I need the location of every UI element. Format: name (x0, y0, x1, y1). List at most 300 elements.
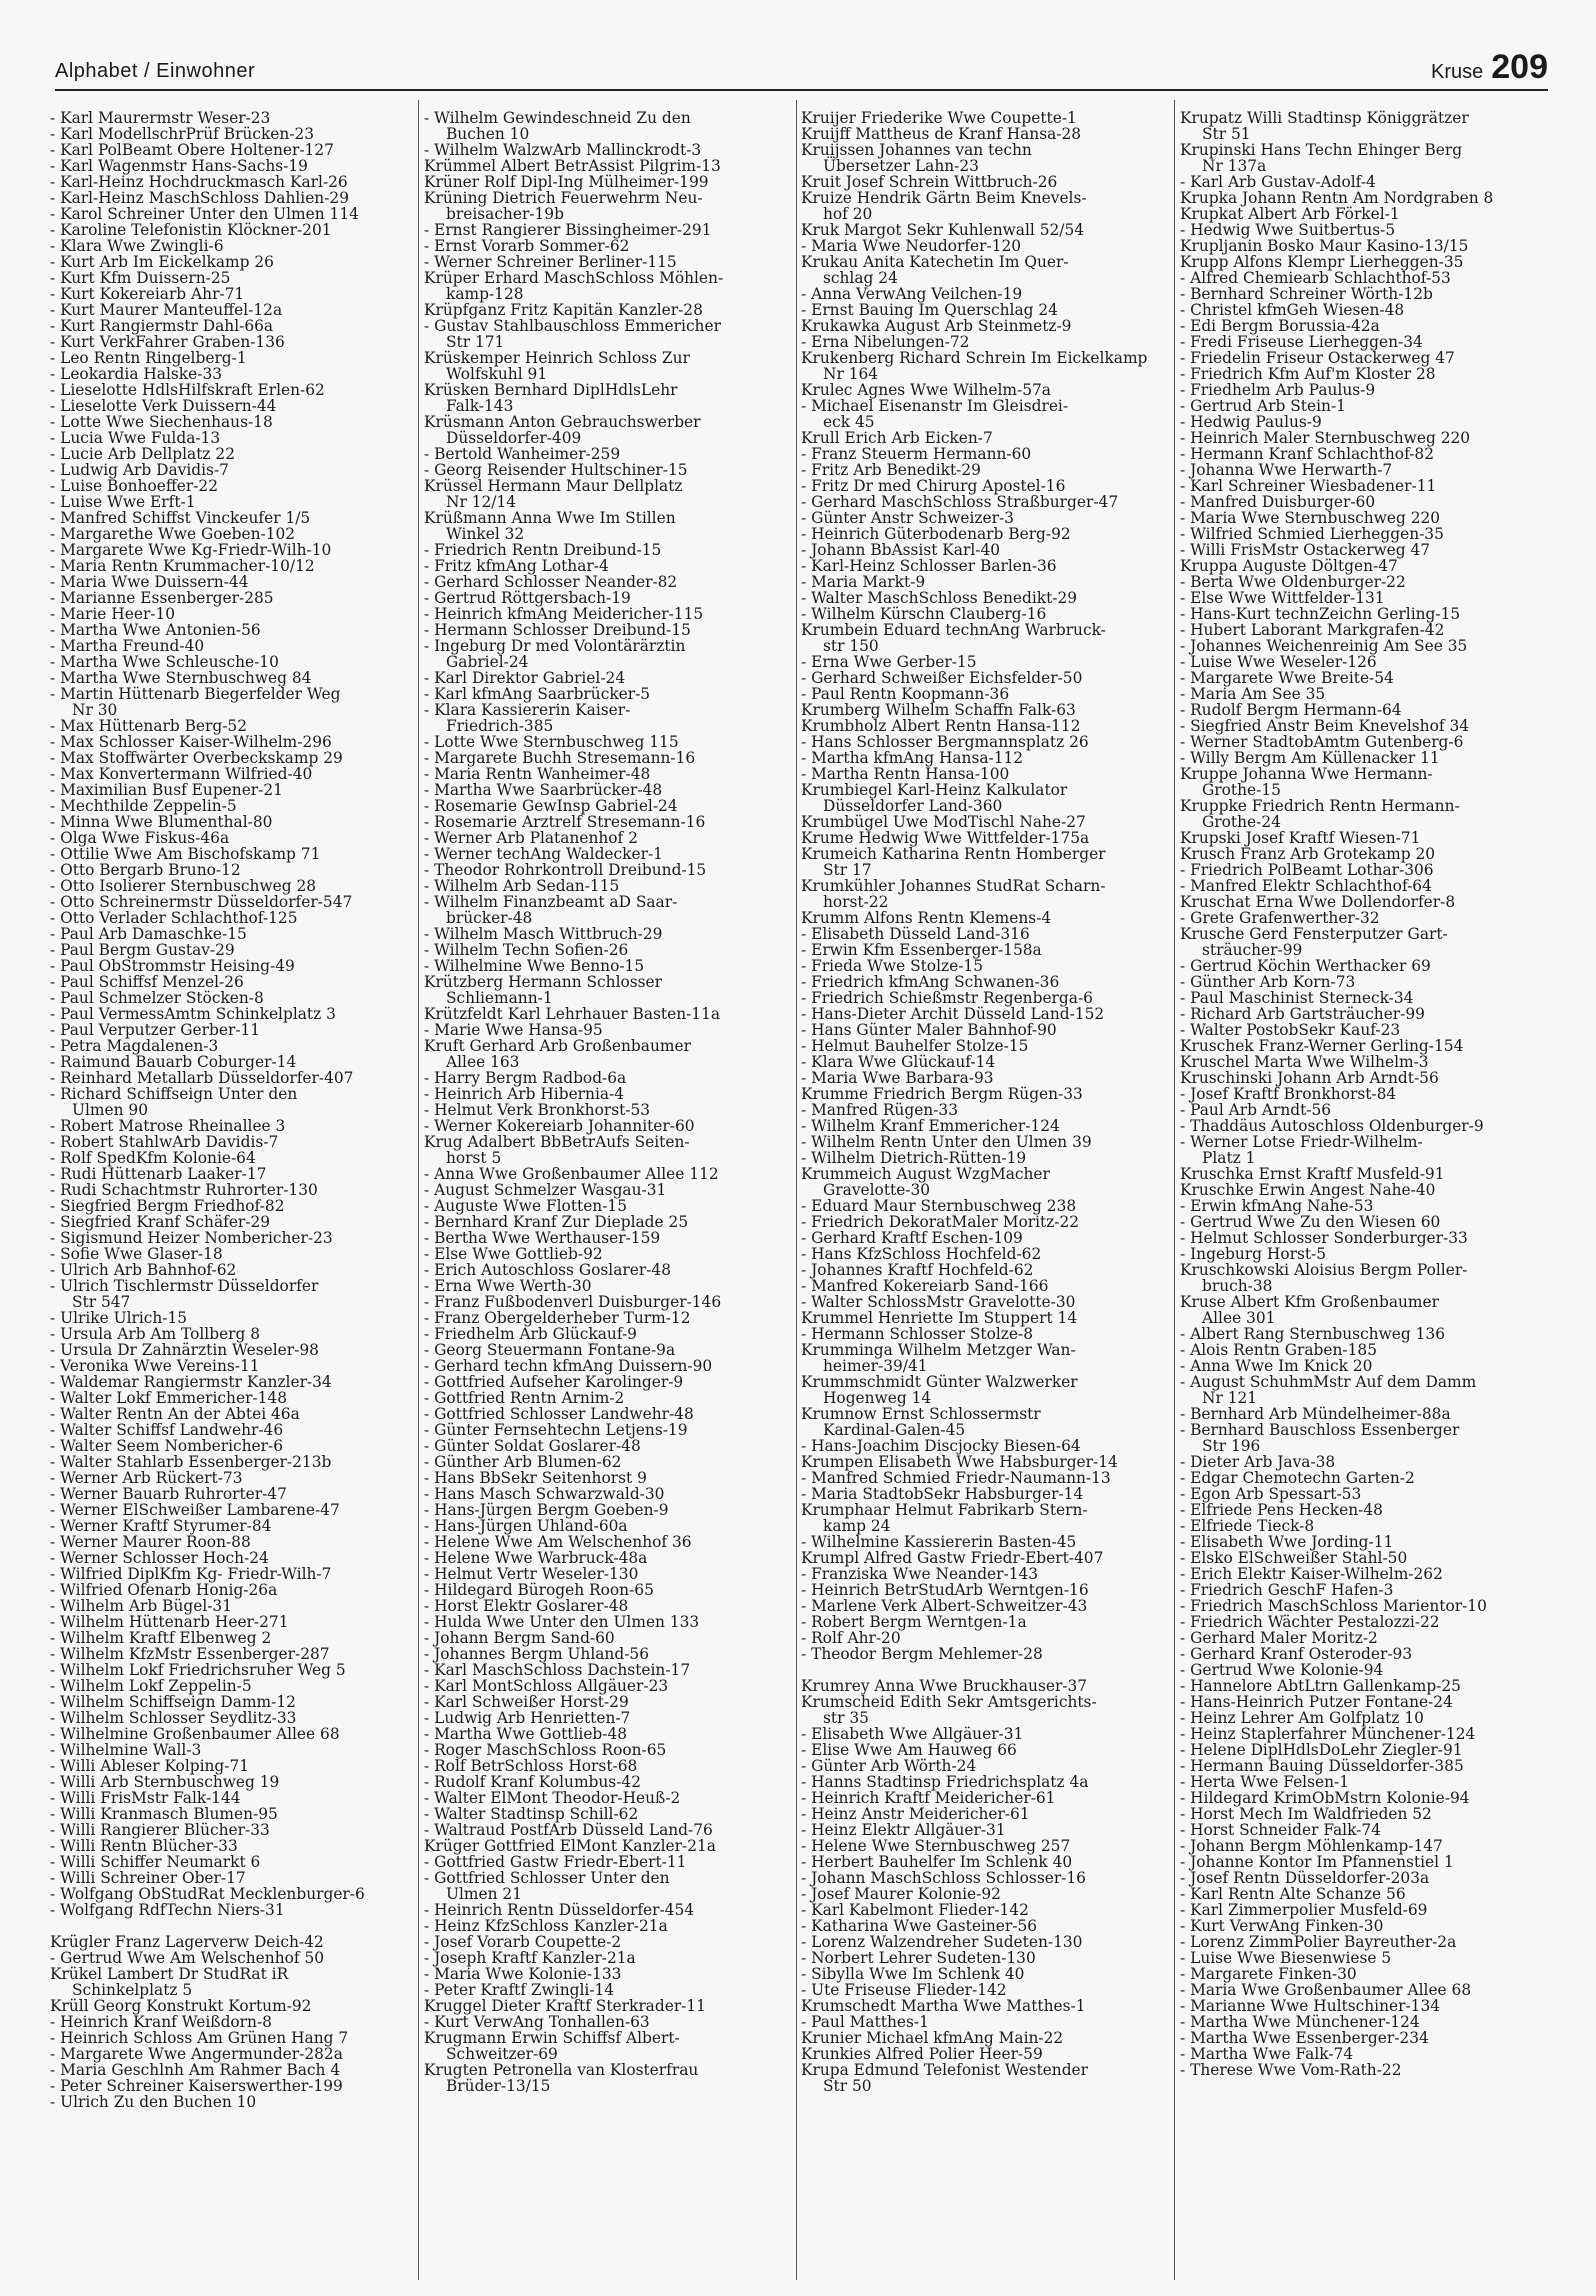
entry-text: - Hubert Laborant Markgrafen-42 (1180, 621, 1444, 639)
entry-text: Krugmann Erwin Schiffsf Albert- (424, 2029, 680, 2047)
entry-text: - Fritz kfmAng Lothar-4 (424, 557, 609, 575)
directory-entry (50, 1710, 415, 1726)
directory-entry (50, 2062, 415, 2078)
entry-text: - Hermann Schlosser Stolze-8 (801, 1325, 1033, 1343)
directory-entry (1180, 1918, 1545, 1934)
directory-entry (424, 1038, 789, 1070)
directory-entry (801, 814, 1166, 830)
entry-text: - Richard Schiffseign Unter den (50, 1085, 297, 1103)
entry-text: - Gertrud Röttgersbach-19 (424, 589, 631, 607)
directory-entry (424, 1710, 789, 1726)
entry-text: - Günther Arb Korn-73 (1180, 973, 1355, 991)
directory-entry (1180, 1854, 1545, 1870)
directory-entry (801, 222, 1166, 238)
entry-text: Kruschel Marta Wwe Wilhelm-3 (1180, 1053, 1429, 1071)
entry-text: - Wilfried Schmied Lierheggen-35 (1180, 525, 1444, 543)
entry-text: - Therese Wwe Vom-Rath-22 (1180, 2061, 1402, 2079)
directory-entry (801, 1454, 1166, 1470)
directory-entry (1180, 1646, 1545, 1662)
entry-text: - Grete Grafenwerther-32 (1180, 909, 1380, 927)
entry-continuation: Brüder-13/15 (446, 2077, 551, 2095)
directory-entry (424, 766, 789, 782)
directory-entry (1180, 926, 1545, 958)
entry-continuation: breisacher-19b (446, 205, 564, 223)
entry-text: - Wolfgang RdfTechn Niers-31 (50, 1901, 285, 1919)
entry-text: - Werner Arb Rückert-73 (50, 1469, 243, 1487)
directory-entry (50, 670, 415, 686)
entry-text: - Willi Rentn Blücher-33 (50, 1837, 238, 1855)
directory-entry (801, 1246, 1166, 1262)
entry-text: - Friedrich Kfm Auf'm Kloster 28 (1180, 365, 1436, 383)
entry-text: - Waltraud PostfArb Düsseld Land-76 (424, 1821, 713, 1839)
directory-entry (801, 1502, 1166, 1534)
directory-entry (50, 1502, 415, 1518)
entry-text: - Kurt VerwAng Finken-30 (1180, 1917, 1383, 1935)
directory-entry (1180, 1982, 1545, 1998)
entry-text: - Ernst Vorarb Sommer-62 (424, 237, 629, 255)
entry-text: - Margarethe Wwe Goeben-102 (50, 525, 295, 543)
directory-entry (424, 1182, 789, 1198)
directory-entry (50, 638, 415, 654)
entry-text: - Helene Wwe Warbruck-48a (424, 1549, 647, 1567)
entry-text: - Paul Matthes-1 (801, 2013, 929, 2031)
header-right (1431, 50, 1548, 84)
directory-entry (50, 606, 415, 622)
entry-text: - Peter Schreiner Kaiserswerther-199 (50, 2077, 343, 2095)
directory-entry (50, 910, 415, 926)
entry-text: - Hermann Schlosser Dreibund-15 (424, 621, 691, 639)
entry-text: - Kurt Maurer Manteuffel-12a (50, 301, 282, 319)
entry-text: - Paul Arb Arndt-56 (1180, 1101, 1331, 1119)
directory-entry (801, 1822, 1166, 1838)
directory-entry (424, 782, 789, 798)
entry-text: Krupa Edmund Telefonist Westender (801, 2061, 1089, 2079)
entry-text: - Otto Isolierer Sternbuschweg 28 (50, 877, 316, 895)
entry-text: Krupski Josef Kraftf Wiesen-71 (1180, 829, 1421, 847)
directory-entry (801, 446, 1166, 462)
entry-text: - Luise Wwe Erft-1 (50, 493, 196, 511)
directory-entry (801, 1838, 1166, 1854)
entry-text: - Hanns Stadtinsp Friedrichsplatz 4a (801, 1773, 1088, 1791)
entry-text: - Frieda Wwe Stolze-15 (801, 957, 983, 975)
entry-continuation: Wolfskuhl 91 (446, 365, 548, 383)
directory-entry (801, 1790, 1166, 1806)
entry-text: - Johannes Weichenreinig Am See 35 (1180, 637, 1467, 655)
entry-text: - Rudi Schachtmstr Ruhrorter-130 (50, 1181, 318, 1199)
directory-entry (1180, 142, 1545, 174)
entry-continuation: Ulmen 21 (446, 1885, 522, 1903)
directory-entry (424, 1454, 789, 1470)
directory-entry (50, 750, 415, 766)
entry-text: - Joseph Kraftf Kanzler-21a (424, 1949, 636, 1967)
entry-text: - Ursula Dr Zahnärztin Weseler-98 (50, 1341, 319, 1359)
entry-text: - Helene Wwe Am Welschenhof 36 (424, 1533, 692, 1551)
directory-entry (801, 1950, 1166, 1966)
directory-entry (424, 1406, 789, 1422)
entry-text: Krunier Michael kfmAng Main-22 (801, 2029, 1064, 2047)
directory-entry (50, 1166, 415, 1182)
directory-entry (424, 1774, 789, 1790)
entry-text: - Wilhelm Dietrich-Rütten-19 (801, 1149, 1026, 1167)
entry-continuation: schlag 24 (823, 269, 898, 287)
directory-entry (801, 1326, 1166, 1342)
entry-text: - Robert Matrose Rheinallee 3 (50, 1117, 285, 1135)
directory-entry (50, 1774, 415, 1790)
entry-text: - Karl Kabelmont Flieder-142 (801, 1901, 1029, 1919)
entry-text: - Maria Am See 35 (1180, 685, 1325, 703)
entry-text: Krugten Petronella van Klosterfrau (424, 2061, 699, 2079)
directory-entry (424, 1246, 789, 1262)
directory-entry (1180, 1630, 1545, 1646)
entry-text: - Fredi Friseuse Lierheggen-34 (1180, 333, 1423, 351)
directory-entry (1180, 686, 1545, 702)
directory-entry (1180, 766, 1545, 798)
entry-text: - Robert Bergm Werntgen-1a (801, 1613, 1027, 1631)
entry-text: - Walter Stahlarb Essenberger-213b (50, 1453, 331, 1471)
directory-entry (50, 1678, 415, 1694)
entry-text: - Lorenz ZimmPolier Bayreuther-2a (1180, 1933, 1456, 1951)
entry-text: - Mechthilde Zeppelin-5 (50, 797, 237, 815)
directory-entry (50, 622, 415, 638)
entry-text: - Paul Rentn Koopmann-36 (801, 685, 1009, 703)
entry-text: - Helene DiplHdlsDoLehr Ziegler-91 (1180, 1741, 1463, 1759)
directory-entry (1180, 702, 1545, 718)
directory-entry (801, 2030, 1166, 2046)
entry-text: - Willi Rangierer Blücher-33 (50, 1821, 270, 1839)
directory-entry (424, 478, 789, 510)
entry-text: - Michael Eisenanstr Im Gleisdrei- (801, 397, 1068, 415)
entry-text: Kruft Gerhard Arb Großenbaumer (424, 1037, 691, 1055)
directory-entry (50, 1134, 415, 1150)
entry-text: - Georg Steuermann Fontane-9a (424, 1341, 675, 1359)
directory-entry (50, 766, 415, 782)
entry-text: Krumkühler Johannes StudRat Scharn- (801, 877, 1106, 895)
entry-text: - Anna Wwe Im Knick 20 (1180, 1357, 1372, 1375)
directory-entry (50, 1358, 415, 1374)
directory-entry (1180, 2030, 1545, 2046)
entry-text: - Martha kfmAng Hansa-112 (801, 749, 1023, 767)
directory-entry (50, 1198, 415, 1214)
entry-text: - Wilhelm Arb Bügel-31 (50, 1597, 232, 1615)
entry-text: - Karol Schreiner Unter den Ulmen 114 (50, 205, 359, 223)
directory-entry (1180, 1406, 1545, 1422)
entry-text: - Fritz Dr med Chirurg Apostel-16 (801, 477, 1065, 495)
directory-entry (50, 2078, 415, 2094)
entry-text: - Gertrud Wwe Zu den Wiesen 60 (1180, 1213, 1440, 1231)
directory-entry (424, 1678, 789, 1694)
directory-entry (50, 542, 415, 558)
entry-text: - Lorenz Walzendreher Sudeten-130 (801, 1933, 1082, 1951)
entry-text: Krupka Johann Rentn Am Nordgraben 8 (1180, 189, 1494, 207)
directory-entry (50, 1886, 415, 1902)
entry-text: - Johann BbAssist Karl-40 (801, 541, 1000, 559)
entry-text: Kruse Albert Kfm Großenbaumer (1180, 1293, 1439, 1311)
entry-text: Krug Adalbert BbBetrAufs Seiten- (424, 1133, 690, 1151)
entry-text: - Ingeburg Horst-5 (1180, 1245, 1326, 1263)
entry-text: Krüper Erhard MaschSchloss Möhlen- (424, 269, 724, 287)
entry-continuation: Nr 121 (1202, 1389, 1258, 1407)
entry-text: - Egon Arb Spessart-53 (1180, 1485, 1361, 1503)
entry-text: - Max Konvertermann Wilfried-40 (50, 765, 312, 783)
directory-entry (1180, 846, 1545, 862)
entry-text: Krüll Georg Konstrukt Kortum-92 (50, 1997, 312, 2015)
entry-text: Krüsken Bernhard DiplHdlsLehr (424, 381, 678, 399)
entry-text: Krull Erich Arb Eicken-7 (801, 429, 993, 447)
directory-entry (1180, 1006, 1545, 1022)
directory-entry (424, 254, 789, 270)
directory-entry (801, 734, 1166, 750)
directory-entry (1180, 1806, 1545, 1822)
entry-text: - Hildegard Bürogeh Roon-65 (424, 1581, 654, 1599)
directory-entry (1180, 350, 1545, 366)
entry-text: Krukawka August Arb Steinmetz-9 (801, 317, 1072, 335)
entry-text: - Else Wwe Wittfelder-131 (1180, 589, 1385, 607)
entry-continuation: Allee 163 (446, 1053, 520, 1071)
directory-entry (424, 142, 789, 158)
directory-entry (50, 1022, 415, 1038)
directory-entry (50, 1630, 415, 1646)
directory-entry (801, 1198, 1166, 1214)
directory-entry (424, 1390, 789, 1406)
directory-entry (424, 1854, 789, 1870)
entry-text: Kruschkowski Aloisius Bergm Poller- (1180, 1261, 1468, 1279)
directory-entry (424, 1566, 789, 1582)
directory-entry (424, 1102, 789, 1118)
entry-text: - Johannes Bergm Uhland-56 (424, 1645, 649, 1663)
entry-text: - Peter Kraftf Zwingli-14 (424, 1981, 614, 1999)
entry-text: - Gottfried Rentn Arnim-2 (424, 1389, 624, 1407)
directory-entry (1180, 1246, 1545, 1262)
directory-entry (424, 2030, 789, 2062)
entry-text: - Gottfried Gastw Friedr-Ebert-11 (424, 1853, 686, 1871)
directory-entry (801, 350, 1166, 382)
entry-continuation: horst-22 (823, 893, 889, 911)
entry-text: - Karl Arb Gustav-Adolf-4 (1180, 173, 1376, 191)
directory-entry (424, 1278, 789, 1294)
directory-entry (1180, 2046, 1545, 2062)
entry-text: - Friedrich MaschSchloss Marientor-10 (1180, 1597, 1487, 1615)
entry-text: - Helmut Verk Bronkhorst-53 (424, 1101, 650, 1119)
entry-text: - Werner Maurer Roon-88 (50, 1533, 251, 1551)
entry-text: - Ottilie Wwe Am Bischofskamp 71 (50, 845, 320, 863)
entry-text: - Heinz Anstr Meidericher-61 (801, 1805, 1030, 1823)
entry-text: - August SchuhmMstr Auf dem Damm (1180, 1373, 1476, 1391)
directory-entry (1180, 1774, 1545, 1790)
directory-entry (50, 1646, 415, 1662)
directory-entry (1180, 1870, 1545, 1886)
directory-entry (50, 254, 415, 270)
entry-text: - Josef Vorarb Coupette-2 (424, 1933, 621, 1951)
entry-text: - Johanna Wwe Herwarth-7 (1180, 461, 1392, 479)
entry-text: - Friedrich kfmAng Schwanen-36 (801, 973, 1059, 991)
entry-text: - Theodor Bergm Mehlemer-28 (801, 1645, 1043, 1663)
directory-entry (50, 1310, 415, 1326)
entry-text: - Leo Rentn Ringelberg-1 (50, 349, 247, 367)
entry-text: - Walter Schiffsf Landwehr-46 (50, 1421, 283, 1439)
entry-text: - Horst Elektr Goslarer-48 (424, 1597, 628, 1615)
entry-text: - Hannelore AbtLtrn Gallenkamp-25 (1180, 1677, 1461, 1695)
entry-text: - Paul Maschinist Sterneck-34 (1180, 989, 1413, 1007)
directory-entry (1180, 1566, 1545, 1582)
entry-text: Krügler Franz Lagerverw Deich-42 (50, 1933, 324, 1951)
entry-text: - Wolfgang ObStudRat Mecklenburger-6 (50, 1885, 365, 1903)
directory-entry (50, 1342, 415, 1358)
directory-entry (50, 686, 415, 718)
directory-entry (50, 1214, 415, 1230)
directory-entry (1180, 1198, 1545, 1214)
entry-text: - Wilhelm Lokf Zeppelin-5 (50, 1677, 252, 1695)
entry-text: - Willi Schiffer Neumarkt 6 (50, 1853, 260, 1871)
directory-entry (801, 1934, 1166, 1950)
entry-text: - Willi Ableser Kolping-71 (50, 1757, 249, 1775)
entry-text: - Christel kfmGeh Wiesen-48 (1180, 301, 1404, 319)
entry-text: - Willi Schreiner Ober-17 (50, 1869, 246, 1887)
column-divider (796, 100, 797, 2280)
entry-text: - Martha Wwe Falk-74 (1180, 2045, 1353, 2063)
directory-entry (801, 1598, 1166, 1614)
directory-entry (50, 878, 415, 894)
entry-text: - Wilhelm Masch Wittbruch-29 (424, 925, 662, 943)
entry-text: - Helmut Schlosser Sonderburger-33 (1180, 1229, 1468, 1247)
entry-text: - Max Stoffwärter Overbeckskamp 29 (50, 749, 343, 767)
directory-entry (424, 462, 789, 478)
entry-text: - August Schmelzer Wasgau-31 (424, 1181, 666, 1199)
entry-gap (50, 1918, 415, 1934)
entry-text: - Heinrich Kranf Weißdorn-8 (50, 2013, 272, 2031)
directory-entry (50, 1278, 415, 1310)
directory-entry (1180, 1822, 1545, 1838)
directory-entry (424, 894, 789, 926)
directory-entry (1180, 1166, 1545, 1182)
entry-text: - Gerhard Kraftf Eschen-109 (801, 1229, 1023, 1247)
entry-continuation: bruch-38 (1202, 1277, 1273, 1295)
entry-text: - Willi FrisMstr Ostackerweg 47 (1180, 541, 1430, 559)
entry-continuation: kamp 24 (823, 1517, 891, 1535)
directory-entry (424, 1998, 789, 2014)
directory-entry (424, 686, 789, 702)
column-divider (1174, 100, 1175, 2280)
entry-text: - Willi Arb Sternbuschweg 19 (50, 1773, 279, 1791)
entry-text: - Hermann Bauing Düsseldorfer-385 (1180, 1757, 1464, 1775)
entry-text: - Heinrich Maler Sternbuschweg 220 (1180, 429, 1470, 447)
entry-text: - Richard Arb Gartsträucher-99 (1180, 1005, 1425, 1023)
entry-text: - Margarete Finken-30 (1180, 1965, 1357, 1983)
entry-text: - Werner ElSchweißer Lambarene-47 (50, 1501, 340, 1519)
directory-entry (50, 926, 415, 942)
entry-text: - Wilhelmine Großenbaumer Allee 68 (50, 1725, 340, 1743)
directory-entry (50, 1230, 415, 1246)
entry-text: - Martha Freund-40 (50, 637, 204, 655)
entry-text: Krulec Agnes Wwe Wilhelm-57a (801, 381, 1051, 399)
entry-text: - Otto Verlader Schlachthof-125 (50, 909, 298, 927)
directory-entry (801, 1470, 1166, 1486)
directory-entry (50, 142, 415, 158)
directory-entry (50, 1422, 415, 1438)
entry-text: - Erna Nibelungen-72 (801, 333, 969, 351)
directory-entry (50, 1566, 415, 1582)
entry-text: - Wilhelm Finanzbeamt aD Saar- (424, 893, 677, 911)
directory-entry (1180, 1086, 1545, 1102)
directory-entry (801, 1278, 1166, 1294)
directory-entry (424, 2014, 789, 2030)
directory-entry (50, 1486, 415, 1502)
entry-text: - Hulda Wwe Unter den Ulmen 133 (424, 1613, 699, 1631)
entry-text: Krumphaar Helmut Fabrikarb Stern- (801, 1501, 1088, 1519)
entry-continuation: Nr 164 (823, 365, 879, 383)
entry-text: - Ludwig Arb Davidis-7 (50, 461, 229, 479)
entry-continuation: Str 196 (1202, 1437, 1261, 1455)
directory-entry (1180, 1726, 1545, 1742)
directory-entry (50, 1790, 415, 1806)
entry-continuation: kamp-128 (446, 285, 524, 303)
entry-text: - Veronika Wwe Vereins-11 (50, 1357, 260, 1375)
directory-entry (424, 1198, 789, 1214)
entry-text: - Gertrud Wwe Kolonie-94 (1180, 1661, 1383, 1679)
entry-text: - Ursula Arb Am Tollberg 8 (50, 1325, 260, 1343)
directory-entry (1180, 1758, 1545, 1774)
entry-text: - Anna VerwAng Veilchen-19 (801, 285, 1022, 303)
entry-text: - Thaddäus Autoschloss Oldenburger-9 (1180, 1117, 1484, 1135)
entry-text: - Edi Bergm Borussia-42a (1180, 317, 1380, 335)
entry-text: - Heinrich Kraftf Meidericher-61 (801, 1789, 1055, 1807)
directory-entry (50, 574, 415, 590)
entry-text: - Gottfried Schlosser Unter den (424, 1869, 670, 1887)
entry-text: - Hans KfzSchloss Hochfeld-62 (801, 1245, 1041, 1263)
entry-continuation: Nr 137a (1202, 157, 1267, 175)
directory-entry (801, 1854, 1166, 1870)
directory-entry (1180, 1838, 1545, 1854)
directory-entry (50, 1326, 415, 1342)
entry-text: - Margarete Wwe Breite-54 (1180, 669, 1394, 687)
entry-text: - Werner Kokereiarb Johanniter-60 (424, 1117, 695, 1135)
directory-entry (801, 1614, 1166, 1630)
directory-entry (1180, 446, 1545, 462)
entry-text: Krüning Dietrich Feuerwehrm Neu- (424, 189, 703, 207)
directory-entry (801, 622, 1166, 654)
entry-text: - Friedhelm Arb Glückauf-9 (424, 1325, 637, 1343)
directory-entry (50, 2046, 415, 2062)
directory-entry (424, 1598, 789, 1614)
directory-entry (50, 446, 415, 462)
entry-text: Krupkat Albert Arb Förkel-1 (1180, 205, 1400, 223)
directory-entry (801, 494, 1166, 510)
entry-text: Krumbholz Albert Rentn Hansa-112 (801, 717, 1081, 735)
directory-entry (801, 1150, 1166, 1166)
entry-text: - Karl kfmAng Saarbrücker-5 (424, 685, 650, 703)
entry-continuation: Kardinal-Galen-45 (823, 1421, 966, 1439)
directory-entry (424, 190, 789, 222)
entry-text: - Paul Schiffsf Menzel-26 (50, 973, 244, 991)
entry-text: Kruschinski Johann Arb Arndt-56 (1180, 1069, 1439, 1087)
entry-text: - Berta Wwe Oldenburger-22 (1180, 573, 1406, 591)
directory-entry (1180, 750, 1545, 766)
entry-text: - Manfred Kokereiarb Sand-166 (801, 1277, 1048, 1295)
directory-entry (424, 1326, 789, 1342)
entry-continuation: Allee 301 (1202, 1309, 1276, 1327)
directory-entry (801, 430, 1166, 446)
directory-entry (50, 302, 415, 318)
entry-text: Krüpfganz Fritz Kapitän Kanzler-28 (424, 301, 703, 319)
directory-entry (50, 590, 415, 606)
entry-text: - Werner techAng Waldecker-1 (424, 845, 663, 863)
directory-entry (801, 1550, 1166, 1566)
directory-entry (424, 1118, 789, 1134)
directory-entry (801, 782, 1166, 814)
entry-text: - Robert StahlwArb Davidis-7 (50, 1133, 278, 1151)
directory-entry (50, 1470, 415, 1486)
entry-text: Krüner Rolf Dipl-Ing Mülheimer-199 (424, 173, 709, 191)
directory-entry (1180, 1262, 1545, 1294)
